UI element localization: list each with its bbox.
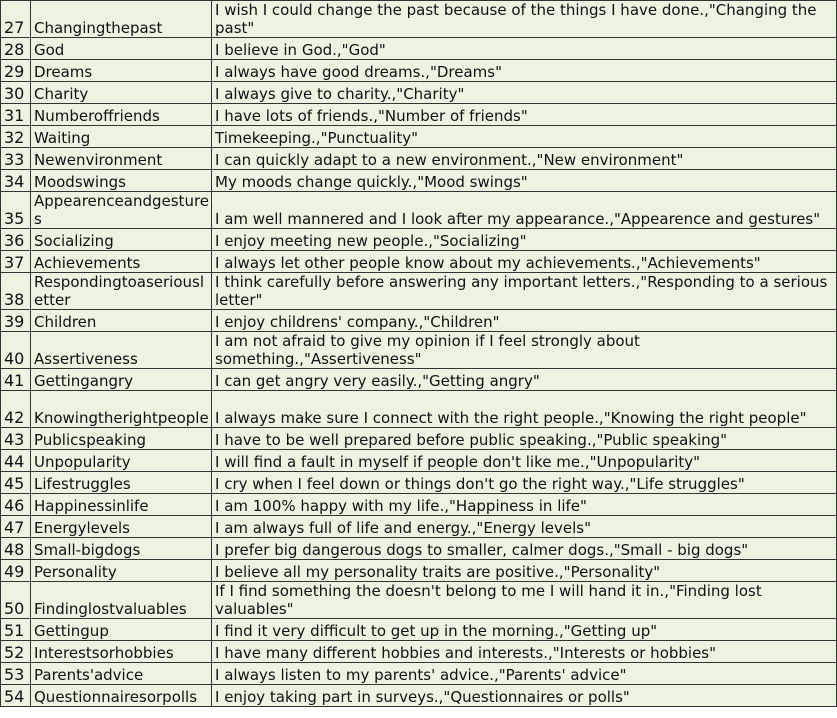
statement-cell[interactable]: I prefer big dangerous dogs to smaller, calmer dogs.,"Small - big dogs" <box>212 538 837 560</box>
row-number-cell[interactable]: 27 <box>1 1 31 38</box>
statement-cell[interactable]: I think carefully before answering any important letters.,"Responding to a serious letter" <box>212 273 837 310</box>
statement-cell[interactable]: I will find a fault in myself if people don't like me.,"Unpopularity" <box>212 450 837 472</box>
table-row <box>1 538 837 560</box>
statement-cell[interactable]: I enjoy childrens' company.,"Children" <box>212 310 837 332</box>
table-row <box>1 170 837 192</box>
row-number-cell[interactable]: 40 <box>1 332 31 369</box>
row-number-cell[interactable]: 45 <box>1 472 31 494</box>
name-cell[interactable]: Small-bigdogs <box>31 538 212 560</box>
name-cell[interactable]: Gettingup <box>31 619 212 641</box>
statement-cell[interactable]: I cry when I feel down or things don't go the right way.,"Life struggles" <box>212 472 837 494</box>
table-row <box>1 192 837 229</box>
statement-cell[interactable]: I always listen to my parents' advice.,"Parents' advice" <box>212 663 837 685</box>
name-cell[interactable]: Unpopularity <box>31 450 212 472</box>
row-number-cell[interactable]: 51 <box>1 619 31 641</box>
statement-cell[interactable]: I enjoy meeting new people.,"Socializing" <box>212 229 837 251</box>
statement-cell[interactable]: If I find something the doesn't belong to me I will hand it in.,"Finding lost valuables" <box>212 582 837 619</box>
name-cell[interactable]: Personality <box>31 560 212 582</box>
name-cell[interactable]: Moodswings <box>31 170 212 192</box>
statement-cell[interactable]: I always make sure I connect with the right people.,"Knowing the right people" <box>212 391 837 428</box>
table-row <box>1 663 837 685</box>
statement-cell[interactable]: I can quickly adapt to a new environment.,"New environment" <box>212 148 837 170</box>
table-row <box>1 38 837 60</box>
name-cell[interactable]: Respondingtoaseriousletter <box>31 273 212 310</box>
table-row <box>1 273 837 310</box>
table-row <box>1 560 837 582</box>
table-row <box>1 229 837 251</box>
table-row <box>1 369 837 391</box>
row-number-cell[interactable]: 46 <box>1 494 31 516</box>
name-cell[interactable]: Dreams <box>31 60 212 82</box>
table-row <box>1 450 837 472</box>
statement-cell[interactable]: I am always full of life and energy.,"Energy levels" <box>212 516 837 538</box>
statement-cell[interactable]: I can get angry very easily.,"Getting angry" <box>212 369 837 391</box>
row-number-cell[interactable]: 49 <box>1 560 31 582</box>
table-row <box>1 1 837 38</box>
name-cell[interactable]: Changingthepast <box>31 1 212 38</box>
statement-cell[interactable]: I believe all my personality traits are positive.,"Personality" <box>212 560 837 582</box>
statement-cell[interactable]: I have to be well prepared before public speaking.,"Public speaking" <box>212 428 837 450</box>
name-cell[interactable]: Knowingtherightpeople <box>31 391 212 428</box>
row-number-cell[interactable]: 37 <box>1 251 31 273</box>
table-body <box>1 1 837 707</box>
name-cell[interactable]: Interestsorhobbies <box>31 641 212 663</box>
statement-cell[interactable]: Timekeeping.,"Punctuality" <box>212 126 837 148</box>
row-number-cell[interactable]: 34 <box>1 170 31 192</box>
row-number-cell[interactable]: 53 <box>1 663 31 685</box>
table-row <box>1 82 837 104</box>
row-number-cell[interactable]: 42 <box>1 391 31 428</box>
row-number-cell[interactable]: 41 <box>1 369 31 391</box>
statement-cell[interactable]: I wish I could change the past because of the things I have done.,"Changing the past" <box>212 1 837 38</box>
row-number-cell[interactable]: 48 <box>1 538 31 560</box>
row-number-cell[interactable]: 39 <box>1 310 31 332</box>
statement-cell[interactable]: I am well mannered and I look after my appearance.,"Appearence and gestures" <box>212 192 837 229</box>
row-number-cell[interactable]: 29 <box>1 60 31 82</box>
row-number-cell[interactable]: 50 <box>1 582 31 619</box>
name-cell[interactable]: Charity <box>31 82 212 104</box>
table-row <box>1 428 837 450</box>
name-cell[interactable]: Newenvironment <box>31 148 212 170</box>
row-number-cell[interactable]: 32 <box>1 126 31 148</box>
table-row <box>1 310 837 332</box>
table-row <box>1 582 837 619</box>
name-cell[interactable]: Numberoffriends <box>31 104 212 126</box>
table-row <box>1 251 837 273</box>
name-cell[interactable]: Waiting <box>31 126 212 148</box>
row-number-cell[interactable]: 36 <box>1 229 31 251</box>
name-cell[interactable]: Gettingangry <box>31 369 212 391</box>
table-row <box>1 391 837 428</box>
name-cell[interactable]: Children <box>31 310 212 332</box>
name-cell[interactable]: Achievements <box>31 251 212 273</box>
table-row <box>1 148 837 170</box>
table-row <box>1 516 837 538</box>
name-cell[interactable]: Happinessinlife <box>31 494 212 516</box>
table-row <box>1 685 837 707</box>
statement-cell[interactable]: I have lots of friends.,"Number of friends" <box>212 104 837 126</box>
statement-cell[interactable]: I find it very difficult to get up in the morning.,"Getting up" <box>212 619 837 641</box>
statement-cell[interactable]: I am not afraid to give my opinion if I feel strongly about something.,"Assertiveness" <box>212 332 837 369</box>
row-number-cell[interactable]: 30 <box>1 82 31 104</box>
table-row <box>1 104 837 126</box>
row-number-cell[interactable]: 52 <box>1 641 31 663</box>
table-row <box>1 619 837 641</box>
name-cell[interactable]: Energylevels <box>31 516 212 538</box>
name-cell[interactable]: God <box>31 38 212 60</box>
row-number-cell[interactable]: 33 <box>1 148 31 170</box>
table-row <box>1 494 837 516</box>
name-cell[interactable]: Publicspeaking <box>31 428 212 450</box>
statement-cell[interactable]: I enjoy taking part in surveys.,"Questionnaires or polls" <box>212 685 837 707</box>
name-cell[interactable]: Parents'advice <box>31 663 212 685</box>
table-row <box>1 472 837 494</box>
table-row <box>1 641 837 663</box>
statement-cell[interactable]: I am 100% happy with my life.,"Happiness in life" <box>212 494 837 516</box>
row-number-cell[interactable]: 31 <box>1 104 31 126</box>
statement-cell[interactable]: I have many different hobbies and interests.,"Interests or hobbies" <box>212 641 837 663</box>
table-row <box>1 60 837 82</box>
name-cell[interactable]: Socializing <box>31 229 212 251</box>
name-cell[interactable]: Appearenceandgestures <box>31 192 212 229</box>
table-row <box>1 126 837 148</box>
row-number-cell[interactable]: 54 <box>1 685 31 707</box>
statement-cell[interactable]: My moods change quickly.,"Mood swings" <box>212 170 837 192</box>
name-cell[interactable]: Questionnairesorpolls <box>31 685 212 707</box>
name-cell[interactable]: Lifestruggles <box>31 472 212 494</box>
statement-cell[interactable]: I always give to charity.,"Charity" <box>212 82 837 104</box>
row-number-cell[interactable]: 43 <box>1 428 31 450</box>
name-cell[interactable]: Findinglostvaluables <box>31 582 212 619</box>
row-number-cell[interactable]: 35 <box>1 192 31 229</box>
row-number-cell[interactable]: 47 <box>1 516 31 538</box>
name-cell[interactable]: Assertiveness <box>31 332 212 369</box>
row-number-cell[interactable]: 38 <box>1 273 31 310</box>
statement-cell[interactable]: I always have good dreams.,"Dreams" <box>212 60 837 82</box>
table-row <box>1 332 837 369</box>
statement-cell[interactable]: I always let other people know about my achievements.,"Achievements" <box>212 251 837 273</box>
statement-cell[interactable]: I believe in God.,"God" <box>212 38 837 60</box>
row-number-cell[interactable]: 44 <box>1 450 31 472</box>
row-number-cell[interactable]: 28 <box>1 38 31 60</box>
